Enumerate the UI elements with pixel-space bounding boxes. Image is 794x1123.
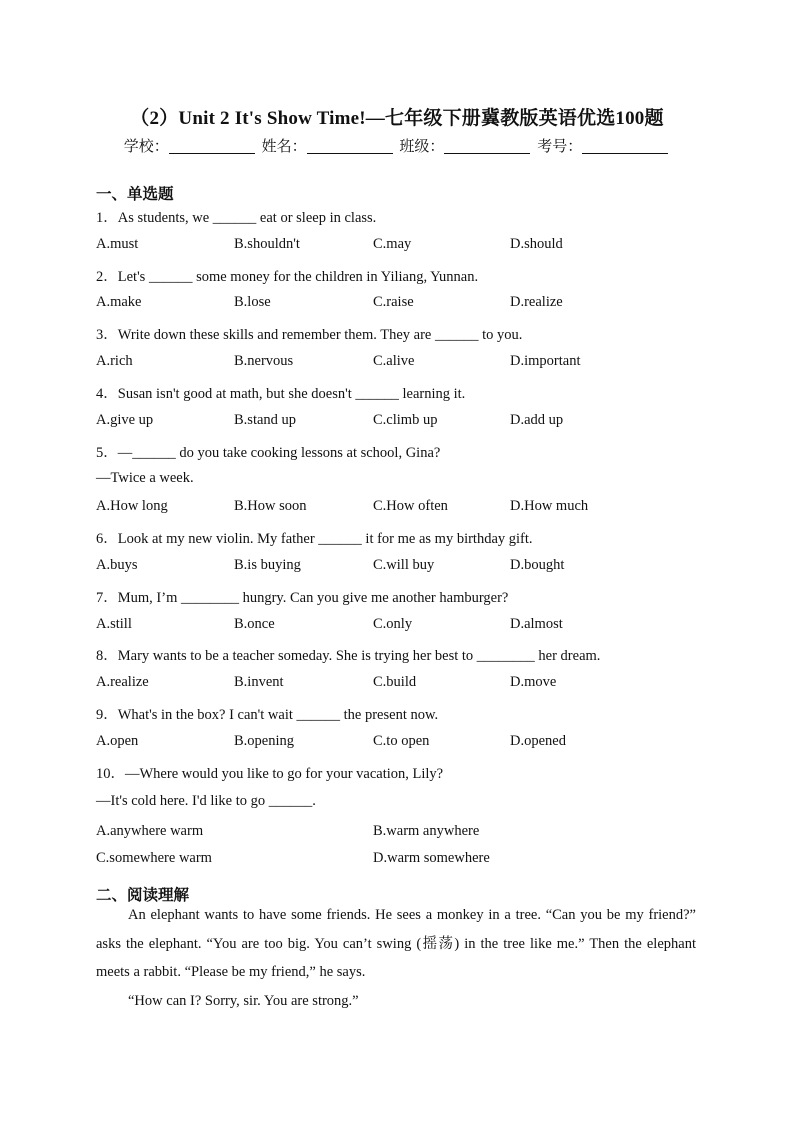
question-stem: 4．Susan isn't good at math, but she doesn't ______ learning it. — [96, 386, 466, 402]
option-a: A.must — [96, 236, 139, 252]
question-stem-answer-line: —It's cold here. I'd like to go ______. — [96, 793, 316, 809]
question-stem: 8．Mary wants to be a teacher someday. She is trying her best to ________ her dream. — [96, 648, 601, 664]
question-stem: 6．Look at my new violin. My father ______ it for me as my birthday gift. — [96, 531, 533, 547]
option-c: C.will buy — [373, 557, 435, 573]
option-d: D.move — [510, 674, 557, 690]
option-a: A.still — [96, 616, 132, 632]
option-d: D.warm somewhere — [373, 850, 490, 866]
option-a: A.realize — [96, 674, 149, 690]
option-c: C.build — [373, 674, 417, 690]
option-a: A.make — [96, 294, 142, 310]
option-c: C.alive — [373, 353, 415, 369]
class-blank[interactable] — [444, 139, 530, 154]
option-a: A.open — [96, 733, 139, 749]
option-b: B.nervous — [234, 353, 294, 369]
option-a: A.How long — [96, 498, 168, 514]
section-heading-single-choice: 一、单选题 — [96, 185, 174, 203]
question-stem-answer-line: —Twice a week. — [96, 470, 194, 486]
option-c: C.How often — [373, 498, 448, 514]
school-label: 学校： — [123, 137, 169, 155]
option-c: C.climb up — [373, 412, 438, 428]
exam-number-label: 考号： — [537, 137, 583, 155]
option-a: A.anywhere warm — [96, 823, 204, 839]
option-d: D.opened — [510, 733, 566, 749]
question-stem: 5．—______ do you take cooking lessons at school, Gina? — [96, 445, 441, 461]
option-b: B.stand up — [234, 412, 297, 428]
option-d: D.important — [510, 353, 581, 369]
option-b: B.lose — [234, 294, 271, 310]
option-b: B.once — [234, 616, 275, 632]
option-b: B.warm anywhere — [373, 823, 480, 839]
option-d: D.bought — [510, 557, 565, 573]
class-label: 班级： — [399, 137, 445, 155]
option-b: B.is buying — [234, 557, 301, 573]
option-c: C.somewhere warm — [96, 850, 212, 866]
name-blank[interactable] — [307, 139, 393, 154]
option-b: B.How soon — [234, 498, 307, 514]
option-d: D.How much — [510, 498, 589, 514]
reading-paragraph — [96, 987, 696, 1016]
option-c: C.to open — [373, 733, 430, 749]
question-stem: 3．Write down these skills and remember them. They are ______ to you. — [96, 327, 523, 343]
question-stem: 1．As students, we ______ eat or sleep in class. — [96, 210, 377, 226]
option-a: A.give up — [96, 412, 154, 428]
option-a: A.rich — [96, 353, 133, 369]
exam-number-blank[interactable] — [582, 139, 668, 154]
reading-paragraph-text: “How can I? Sorry, sir. You are strong.” — [128, 993, 359, 1009]
option-b: B.opening — [234, 733, 295, 749]
page-title: （2）Unit 2 It's Show Time!—七年级下册冀教版英语优选100题 — [130, 108, 664, 129]
question-stem: 2．Let's ______ some money for the children in Yiliang, Yunnan. — [96, 269, 479, 285]
option-c: C.only — [373, 616, 413, 632]
question-stem: 10．—Where would you like to go for your vacation, Lily? — [96, 766, 444, 782]
option-d: D.add up — [510, 412, 564, 428]
option-d: D.realize — [510, 294, 563, 310]
name-label: 姓名： — [261, 137, 307, 155]
question-stem: 7．Mum, I’m ________ hungry. Can you give me another hamburger? — [96, 590, 509, 606]
option-b: B.invent — [234, 674, 284, 690]
option-d: D.almost — [510, 616, 563, 632]
option-c: C.may — [373, 236, 412, 252]
school-blank[interactable] — [169, 139, 255, 154]
reading-paragraph — [96, 901, 696, 987]
reading-paragraph-text: An elephant wants to have some friends. He sees a monkey in a tree. “Can you be my friend?” asks the elephant. “You are too big. You can’t swing (摇荡) in the tree like me.” Then the elephant meets a rabbit. “Please be my friend,” he says. — [96, 907, 696, 980]
option-a: A.buys — [96, 557, 138, 573]
option-c: C.raise — [373, 294, 414, 310]
option-b: B.shouldn't — [234, 236, 300, 252]
section-heading-reading: 二、阅读理解 — [96, 886, 190, 904]
question-stem: 9．What's in the box? I can't wait ______ the present now. — [96, 707, 439, 723]
student-info-line — [0, 135, 794, 156]
option-d: D.should — [510, 236, 563, 252]
